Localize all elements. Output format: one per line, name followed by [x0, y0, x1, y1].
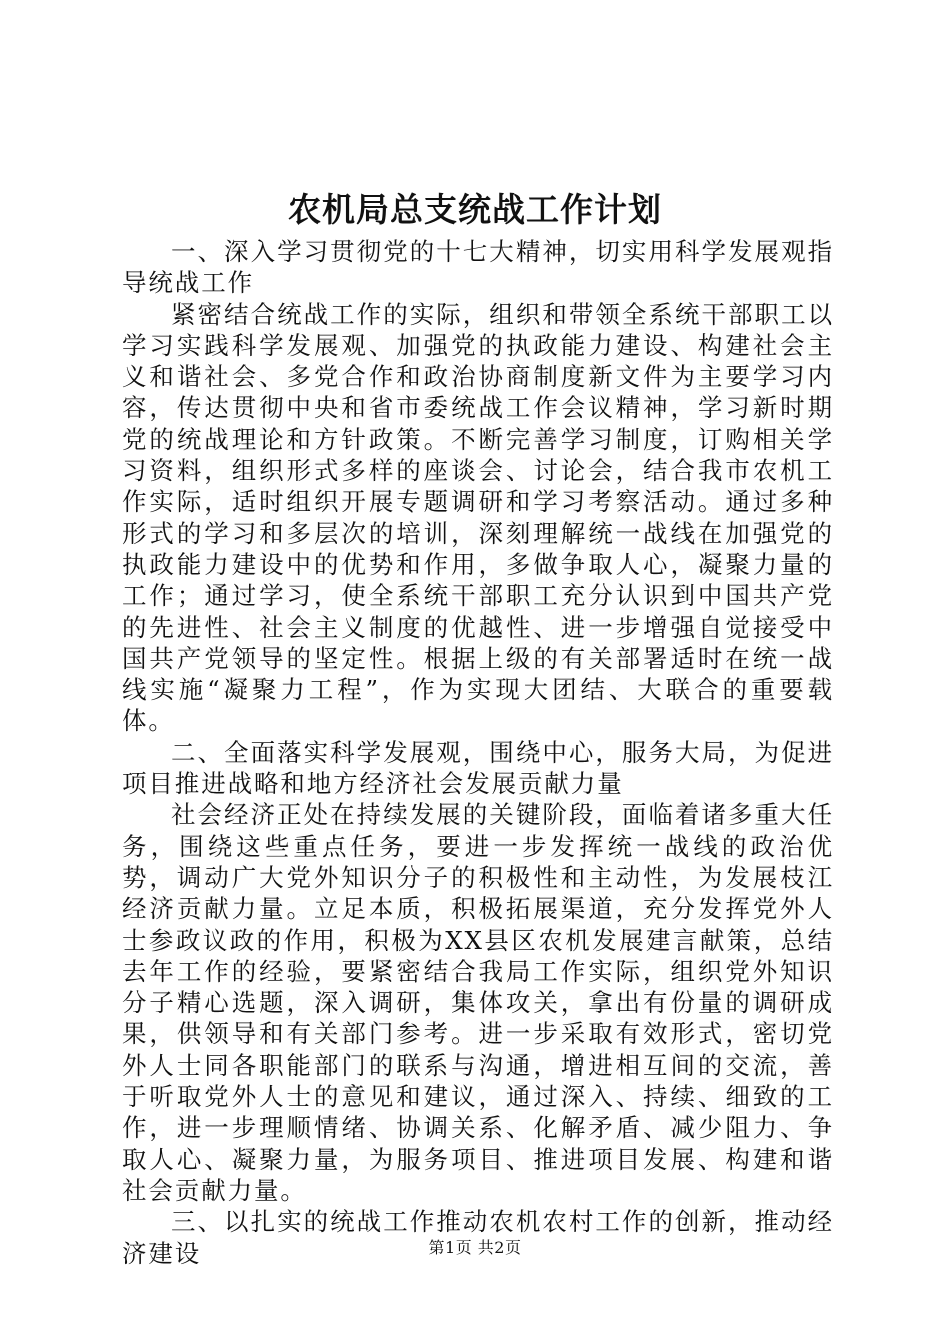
section-heading-3: 三、以扎实的统战工作推动农机农村工作的创新，推动经济建设: [122, 1207, 834, 1268]
body-paragraph-1: 紧密结合统战工作的实际，组织和带领全系统干部职工以学习实践科学发展观、加强党的执政能力建设、构建社会主义和谐社会、多党合作和政治协商制度新文件为主要学习内容，传达贯彻中央和省市委统战工作会议精神，学习新时期党的统战理论和方针政策。不断完善学习制度，订购相关学习资料，组织形式多样的座谈会、讨论会，结合我市农机工作实际，适时组织开展专题调研和学习考察活动。通过多种形式的学习和多层次的培训，深刻理解统一战线在加强党的执政能力建设中的优势和作用，多做争取人心，凝聚力量的工作；通过学习，使全系统干部职工充分认识到中国共产党的先进性、社会主义制度的优越性、进一步增强自觉接受中国共产党领导的坚定性。根据上级的有关部署适时在统一战线实施“凝聚力工程”，作为实现大团结、大联合的重要载体。: [122, 299, 834, 736]
section-heading-1: 一、深入学习贯彻党的十七大精神，切实用科学发展观指导统战工作: [122, 237, 834, 298]
page-footer: 第1页 共2页: [428, 1238, 522, 1257]
document-body: [122, 236, 834, 1269]
body-paragraph-2: 社会经济正处在持续发展的关键阶段，面临着诸多重大任务，围绕这些重点任务，要进一步发挥统一战线的政治优势，调动广大党外知识分子的积极性和主动性，为发展枝江经济贡献力量。立足本质，积极拓展渠道，充分发挥党外人士参政议政的作用，积极为XX县区农机发展建言献策，总结去年工作的经验，要紧密结合我局工作实际，组织党外知识分子精心选题，深入调研，集体攻关，拿出有份量的调研成果，供领导和有关部门参考。进一步采取有效形式，密切党外人士同各职能部门的联系与沟通，增进相互间的交流，善于听取党外人士的意见和建议，通过深入、持续、细致的工作，进一步理顺情绪、协调关系、化解矛盾、减少阻力、争取人心、凝聚力量，为服务项目、推进项目发展、构建和谐社会贡献力量。: [122, 800, 834, 1205]
section-heading-2: 二、全面落实科学发展观，围绕中心，服务大局，为促进项目推进战略和地方经济社会发展贡献力量: [122, 737, 834, 799]
document-title: 农机局总支统战工作计划: [288, 190, 662, 229]
